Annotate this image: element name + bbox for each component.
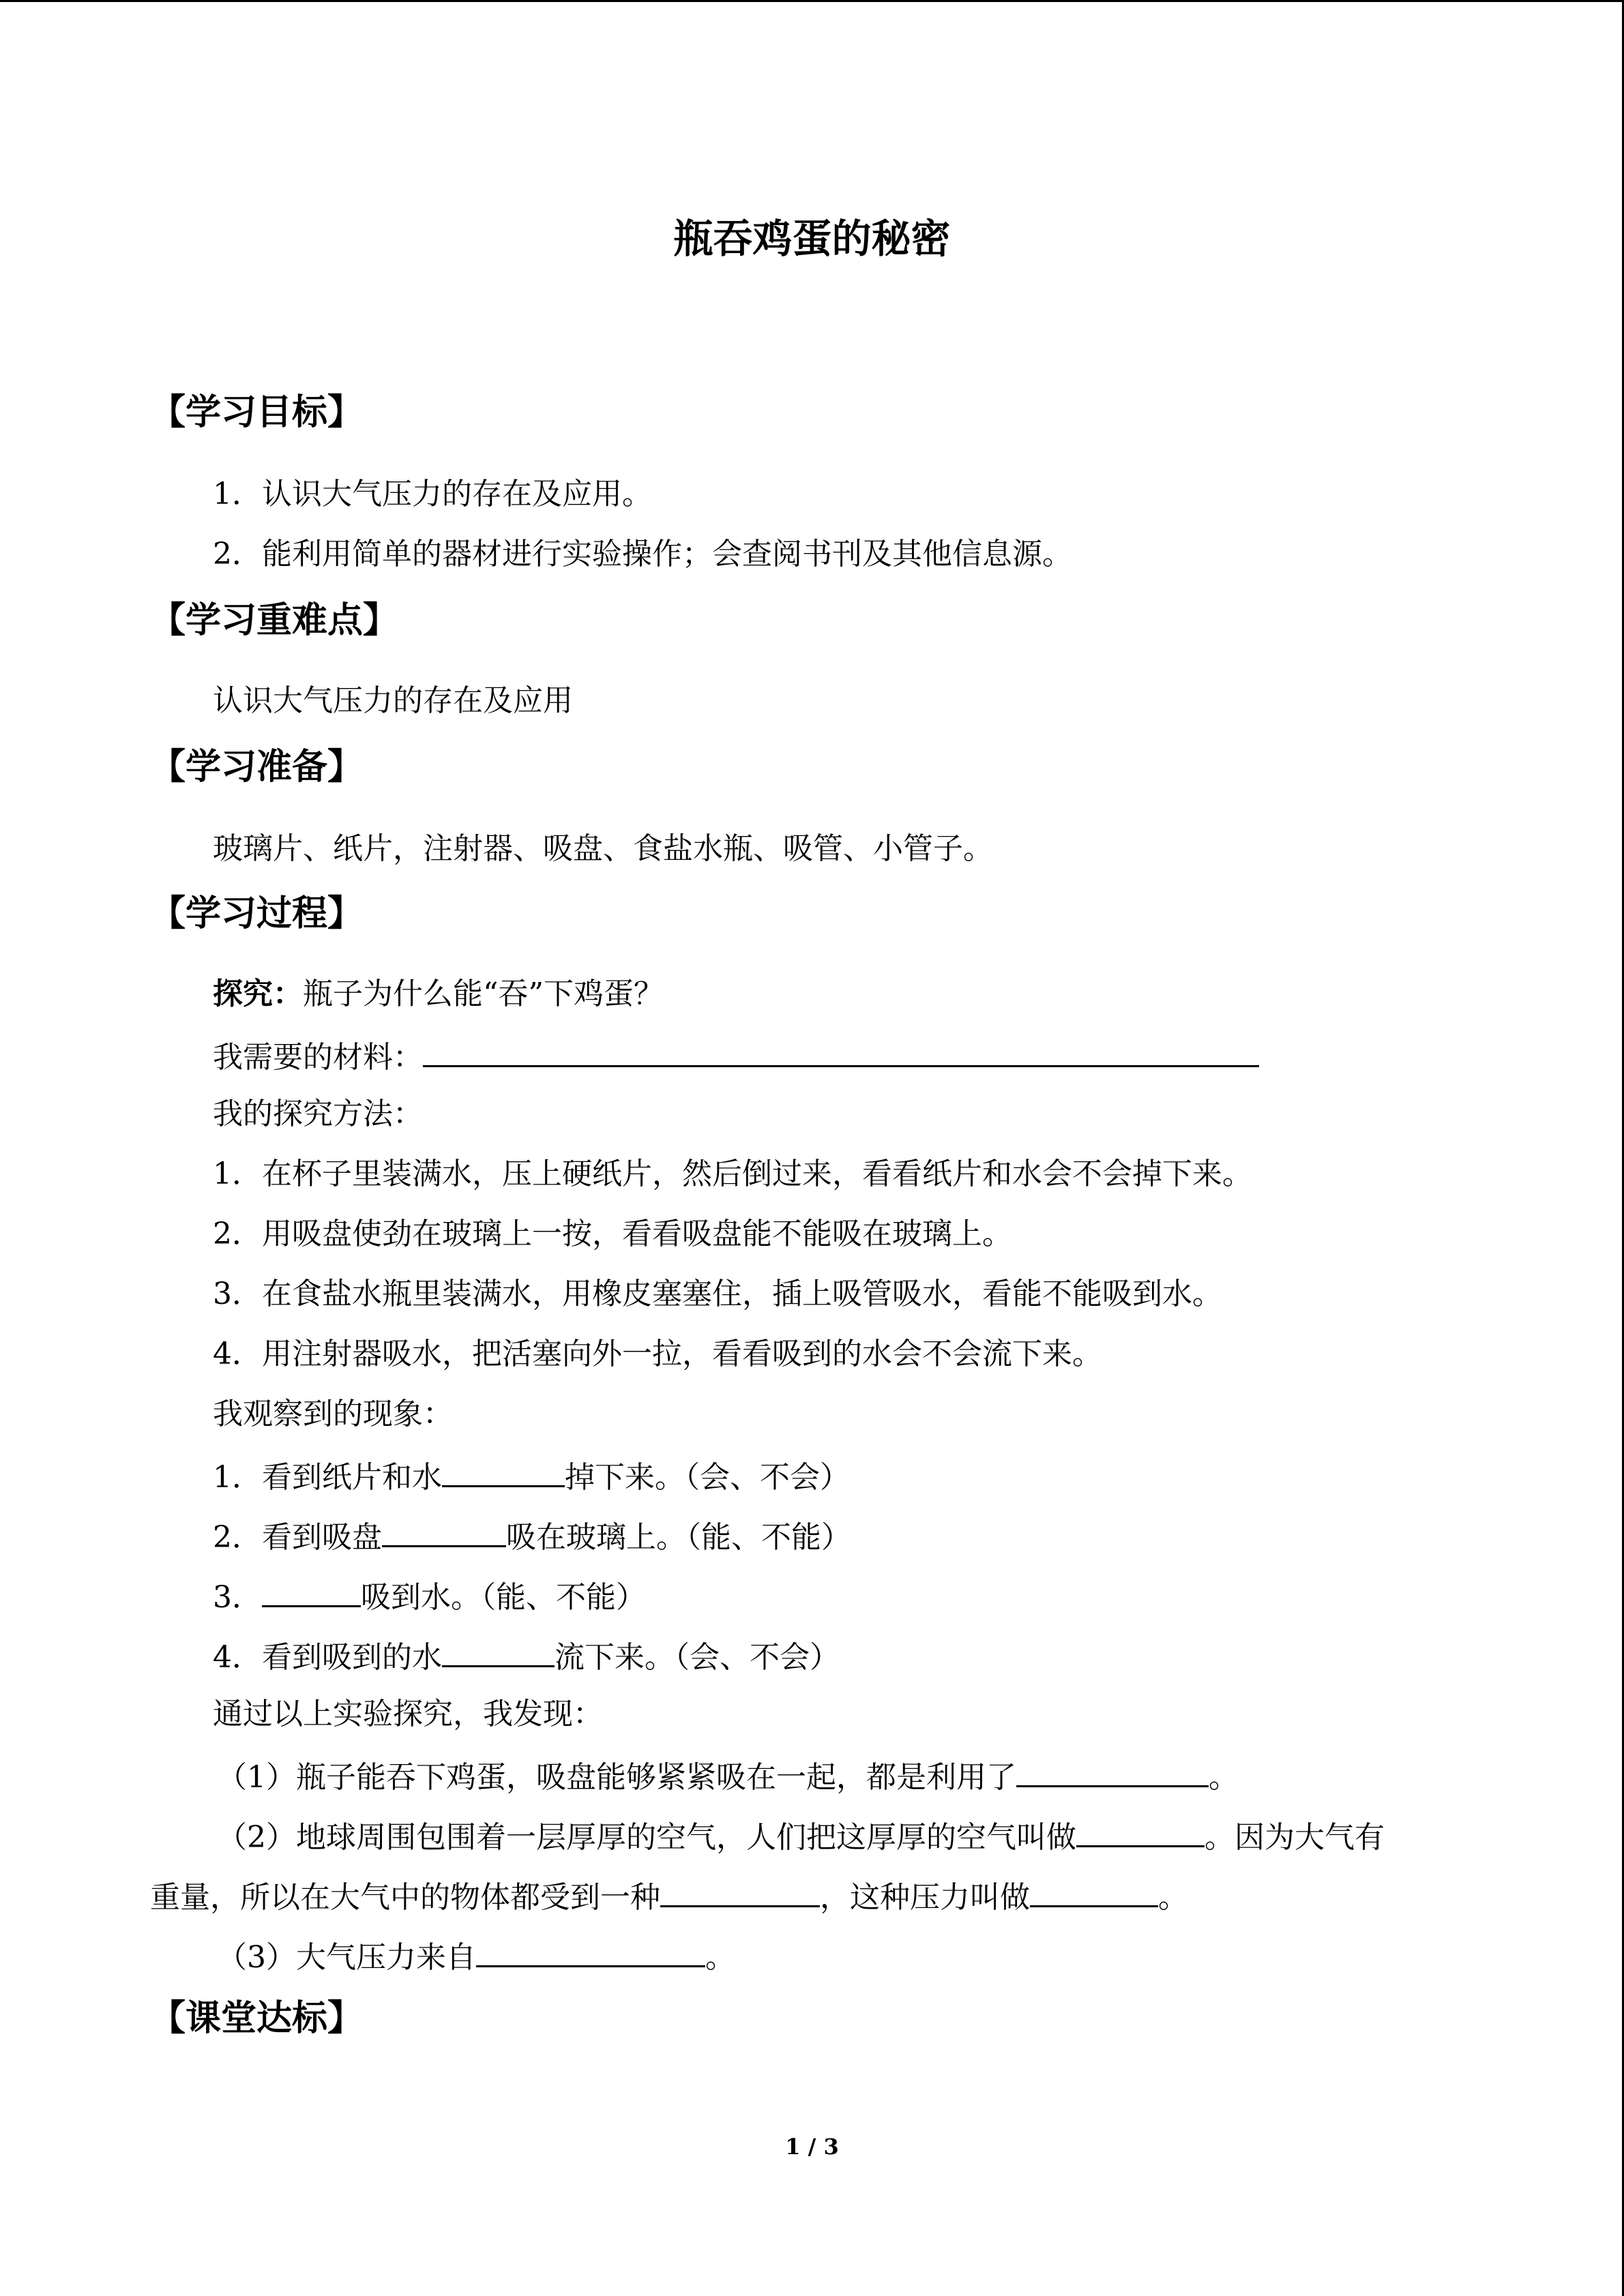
method-item-2: 2．用吸盘使劲在玻璃上一按，看看吸盘能不能吸在玻璃上。 (213, 1217, 1012, 1251)
materials-line (213, 1034, 1259, 1078)
finding-3-end: 。 (705, 1940, 735, 1975)
method-item-3: 3．在食盐水瓶里装满水，用橡皮塞塞住，插上吸管吸水，看能不能吸到水。 (213, 1277, 1222, 1311)
finding-2-continue: 。因为大气有 (1205, 1820, 1385, 1855)
observe-4-blank[interactable] (442, 1634, 555, 1667)
observe-label: 我观察到的现象： (213, 1397, 453, 1431)
finding-1-text: （1）瓶子能吞下鸡蛋，吸盘能够紧紧吸在一起，都是利用了 (217, 1760, 1016, 1795)
observe-1-text: 1．看到纸片和水 (213, 1460, 442, 1495)
observe-2-text: 2．看到吸盘 (213, 1520, 382, 1555)
finding-1-end: 。 (1209, 1760, 1239, 1795)
method-item-1: 1．在杯子里装满水，压上硬纸片，然后倒过来，看看纸片和水会不会掉下来。 (213, 1157, 1252, 1191)
observe-3-blank[interactable] (262, 1574, 361, 1607)
goal-item-2: 2．能利用简单的器材进行实验操作；会查阅书刊及其他信息源。 (213, 537, 1072, 571)
section-heading-preparation: 【学习准备】 (150, 747, 364, 788)
finding-2-continued (150, 1874, 1188, 1918)
page-border-top (0, 0, 1624, 2)
finding-2b-text: 重量，所以在大气中的物体都受到一种 (150, 1880, 660, 1915)
explore-line (213, 974, 664, 1015)
preparation-text: 玻璃片、纸片，注射器、吸盘、食盐水瓶、吸管、小管子。 (213, 831, 993, 866)
method-item-4: 4．用注射器吸水，把活塞向外一拉，看看吸到的水会不会流下来。 (213, 1337, 1102, 1371)
section-heading-classwork: 【课堂达标】 (150, 1998, 364, 2039)
materials-blank[interactable] (423, 1034, 1259, 1067)
observe-2-blank[interactable] (382, 1514, 506, 1547)
finding-3-text: （3）大气压力来自 (217, 1940, 476, 1975)
explore-question: 瓶子为什么能“吞”下鸡蛋？ (303, 976, 664, 1011)
finding-2-blank-2[interactable] (660, 1874, 820, 1907)
page-number: 1 / 3 (785, 2134, 839, 2160)
section-heading-process: 【学习过程】 (150, 893, 364, 934)
finding-2 (217, 1814, 1385, 1858)
observe-4-options: 流下来。（会、不会） (555, 1640, 840, 1675)
key-points-text: 认识大气压力的存在及应用 (213, 683, 573, 718)
method-label: 我的探究方法： (213, 1097, 423, 1131)
section-heading-goals: 【学习目标】 (150, 392, 364, 433)
finding-2-blank-3[interactable] (1030, 1874, 1158, 1907)
observe-4-text: 4．看到吸到的水 (213, 1640, 442, 1675)
explore-label: 探究： (213, 976, 303, 1011)
observe-3-options: 吸到水。（能、不能） (361, 1580, 646, 1615)
found-label: 通过以上实验探究，我发现： (213, 1697, 603, 1731)
finding-2-blank-1[interactable] (1076, 1814, 1205, 1847)
observe-1-options: 掉下来。（会、不会） (565, 1460, 850, 1495)
materials-label: 我需要的材料： (213, 1040, 423, 1075)
finding-3-blank[interactable] (476, 1934, 705, 1967)
section-heading-key-points: 【学习重难点】 (150, 600, 399, 641)
observe-item-4 (213, 1634, 840, 1678)
finding-3 (217, 1934, 735, 1978)
observe-1-blank[interactable] (442, 1454, 565, 1487)
observe-3-text: 3． (213, 1580, 262, 1615)
finding-2b-end: 。 (1158, 1880, 1188, 1915)
finding-2b-mid: ，这种压力叫做 (820, 1880, 1030, 1915)
observe-item-3 (213, 1574, 646, 1618)
page-title: 瓶吞鸡蛋的秘密 (673, 215, 951, 262)
goal-item-1: 1．认识大气压力的存在及应用。 (213, 477, 652, 511)
observe-item-1 (213, 1454, 850, 1498)
observe-item-2 (213, 1514, 851, 1558)
finding-1-blank[interactable] (1016, 1754, 1209, 1787)
finding-1 (217, 1754, 1239, 1798)
observe-2-options: 吸在玻璃上。（能、不能） (506, 1520, 851, 1555)
finding-2-text: （2）地球周围包围着一层厚厚的空气，人们把这厚厚的空气叫做 (217, 1820, 1076, 1855)
